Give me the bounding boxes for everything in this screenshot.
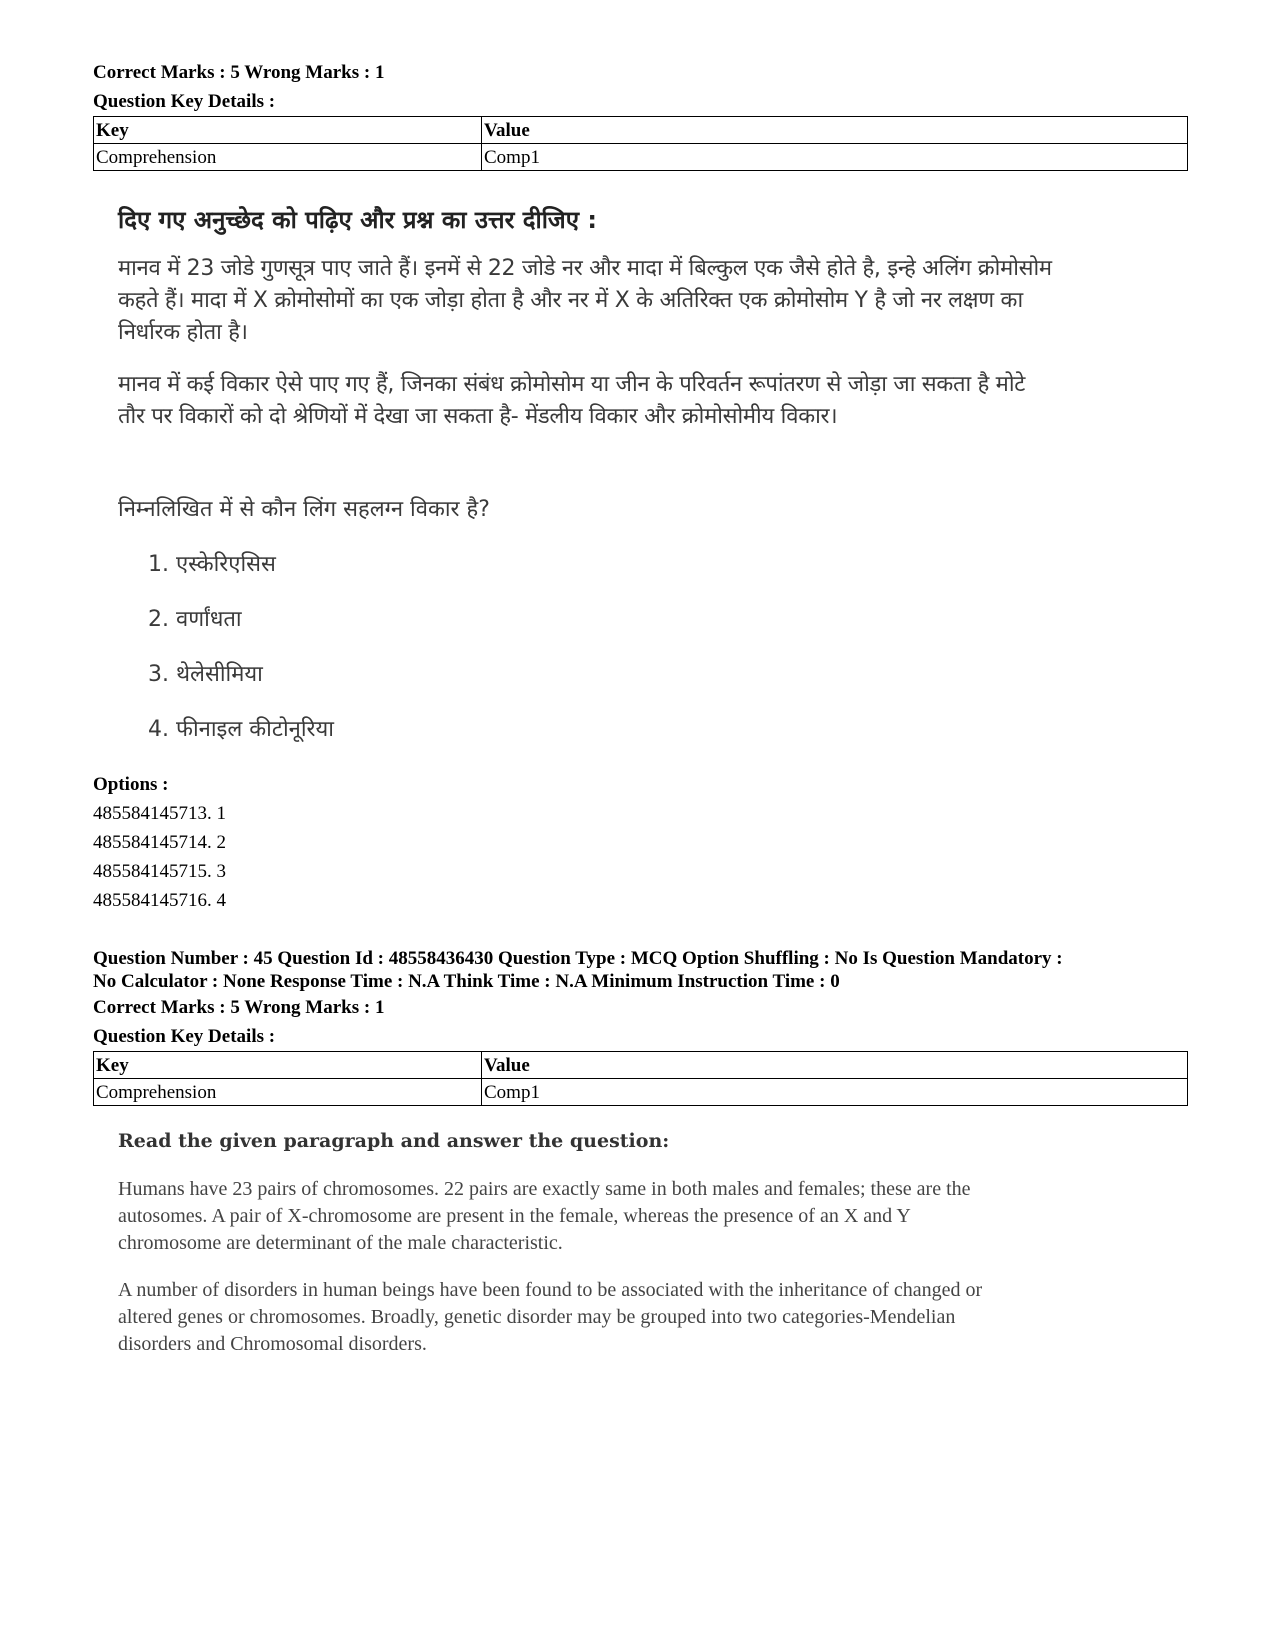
table-header-value: Value — [482, 1052, 1188, 1079]
hindi-para1-line: मानव में 23 जोडे गुणसूत्र पाए जाते हैं। इनमें से 22 जोडे नर और मादा में बिल्कुल एक जैसे होते है, इन्हे अलिंग क्रोमोसोम — [118, 256, 1052, 281]
q44-hindi-passage-block — [118, 205, 1188, 745]
hindi-paragraph-1 — [118, 253, 1188, 349]
option-item: 485584145714. 2 — [93, 832, 226, 853]
hindi-para2-line: तौर पर विकारों को दो श्रेणियों में देखा जा सकता है- मेंडलीय विकार और क्रोमोसोमीय विकार। — [118, 404, 838, 429]
hindi-choice-3: 3. थेलेसीमिया — [148, 662, 263, 687]
english-paragraph-2 — [118, 1277, 1188, 1358]
hindi-choice-4: 4. फीनाइल कीटोनूरिया — [148, 717, 335, 742]
table-header-row — [94, 1052, 1188, 1079]
english-para1-line: Humans have 23 pairs of chromosomes. 22 pairs are exactly same in both males and females; these are the — [118, 1178, 971, 1200]
table-cell-key: Comprehension — [94, 144, 482, 171]
table-cell-value: Comp1 — [482, 144, 1188, 171]
table-header-key: Key — [94, 1052, 482, 1079]
q44-key-details-label: Question Key Details : — [93, 91, 276, 112]
english-para2-line: disorders and Chromosomal disorders. — [118, 1333, 427, 1355]
q44-options-block — [93, 770, 1188, 915]
q44-key-table — [93, 116, 1188, 171]
hindi-para1-line: निर्धारक होता है। — [118, 320, 248, 345]
q45-english-passage-block — [118, 1128, 1188, 1358]
hindi-paragraph-2 — [118, 369, 1188, 433]
hindi-para1-line: कहते हैं। मादा में X क्रोमोसोमों का एक जोड़ा होता है और नर में X के अतिरिक्त एक क्रोमोसोम Y है जो नर लक्षण का — [118, 288, 1023, 313]
table-cell-value: Comp1 — [482, 1079, 1188, 1106]
hindi-instruction: दिए गए अनुच्छेद को पढ़िए और प्रश्न का उत्तर दीजिए : — [118, 206, 597, 234]
q44-marks-line: Correct Marks : 5 Wrong Marks : 1 — [93, 62, 385, 83]
q45-header-line-1: Question Number : 45 Question Id : 48558436430 Question Type : MCQ Option Shuffling : No Is Question Mandatory : — [93, 948, 1063, 969]
english-paragraph-1 — [118, 1176, 1188, 1257]
q45-key-table — [93, 1051, 1188, 1106]
english-para2-line: A number of disorders in human beings have been found to be associated with the inheritance of changed or — [118, 1279, 983, 1301]
option-item: 485584145716. 4 — [93, 890, 226, 911]
hindi-para2-line: मानव में कई विकार ऐसे पाए गए हैं, जिनका संबंध क्रोमोसोम या जीन के परिवर्तन रूपांतरण से जोड़ा जा सकता है मोटे — [118, 372, 1026, 397]
english-para1-line: autosomes. A pair of X-chromosome are present in the female, whereas the presence of an X and Y — [118, 1205, 911, 1227]
q45-header-block — [93, 947, 1188, 1051]
table-row — [94, 1079, 1188, 1106]
document-page — [93, 58, 1188, 1358]
table-header-value: Value — [482, 117, 1188, 144]
hindi-question: निम्नलिखित में से कौन लिंग सहलग्न विकार है? — [118, 497, 490, 522]
table-row — [94, 144, 1188, 171]
q45-header-line-2: No Calculator : None Response Time : N.A Think Time : N.A Minimum Instruction Time : 0 — [93, 971, 840, 992]
english-instruction: Read the given paragraph and answer the question: — [118, 1130, 670, 1152]
hindi-choice-1: 1. एस्केरिएसिस — [148, 552, 276, 577]
english-para2-line: altered genes or chromosomes. Broadly, genetic disorder may be grouped into two categories-Mendelian — [118, 1306, 956, 1328]
english-para1-line: chromosome are determinant of the male characteristic. — [118, 1232, 563, 1254]
options-label: Options : — [93, 774, 169, 795]
table-header-row — [94, 117, 1188, 144]
table-cell-key: Comprehension — [94, 1079, 482, 1106]
q45-marks-line: Correct Marks : 5 Wrong Marks : 1 — [93, 997, 385, 1018]
option-item: 485584145713. 1 — [93, 803, 226, 824]
q45-key-details-label: Question Key Details : — [93, 1026, 276, 1047]
hindi-choice-2: 2. वर्णांधता — [148, 607, 242, 632]
option-item: 485584145715. 3 — [93, 861, 226, 882]
table-header-key: Key — [94, 117, 482, 144]
